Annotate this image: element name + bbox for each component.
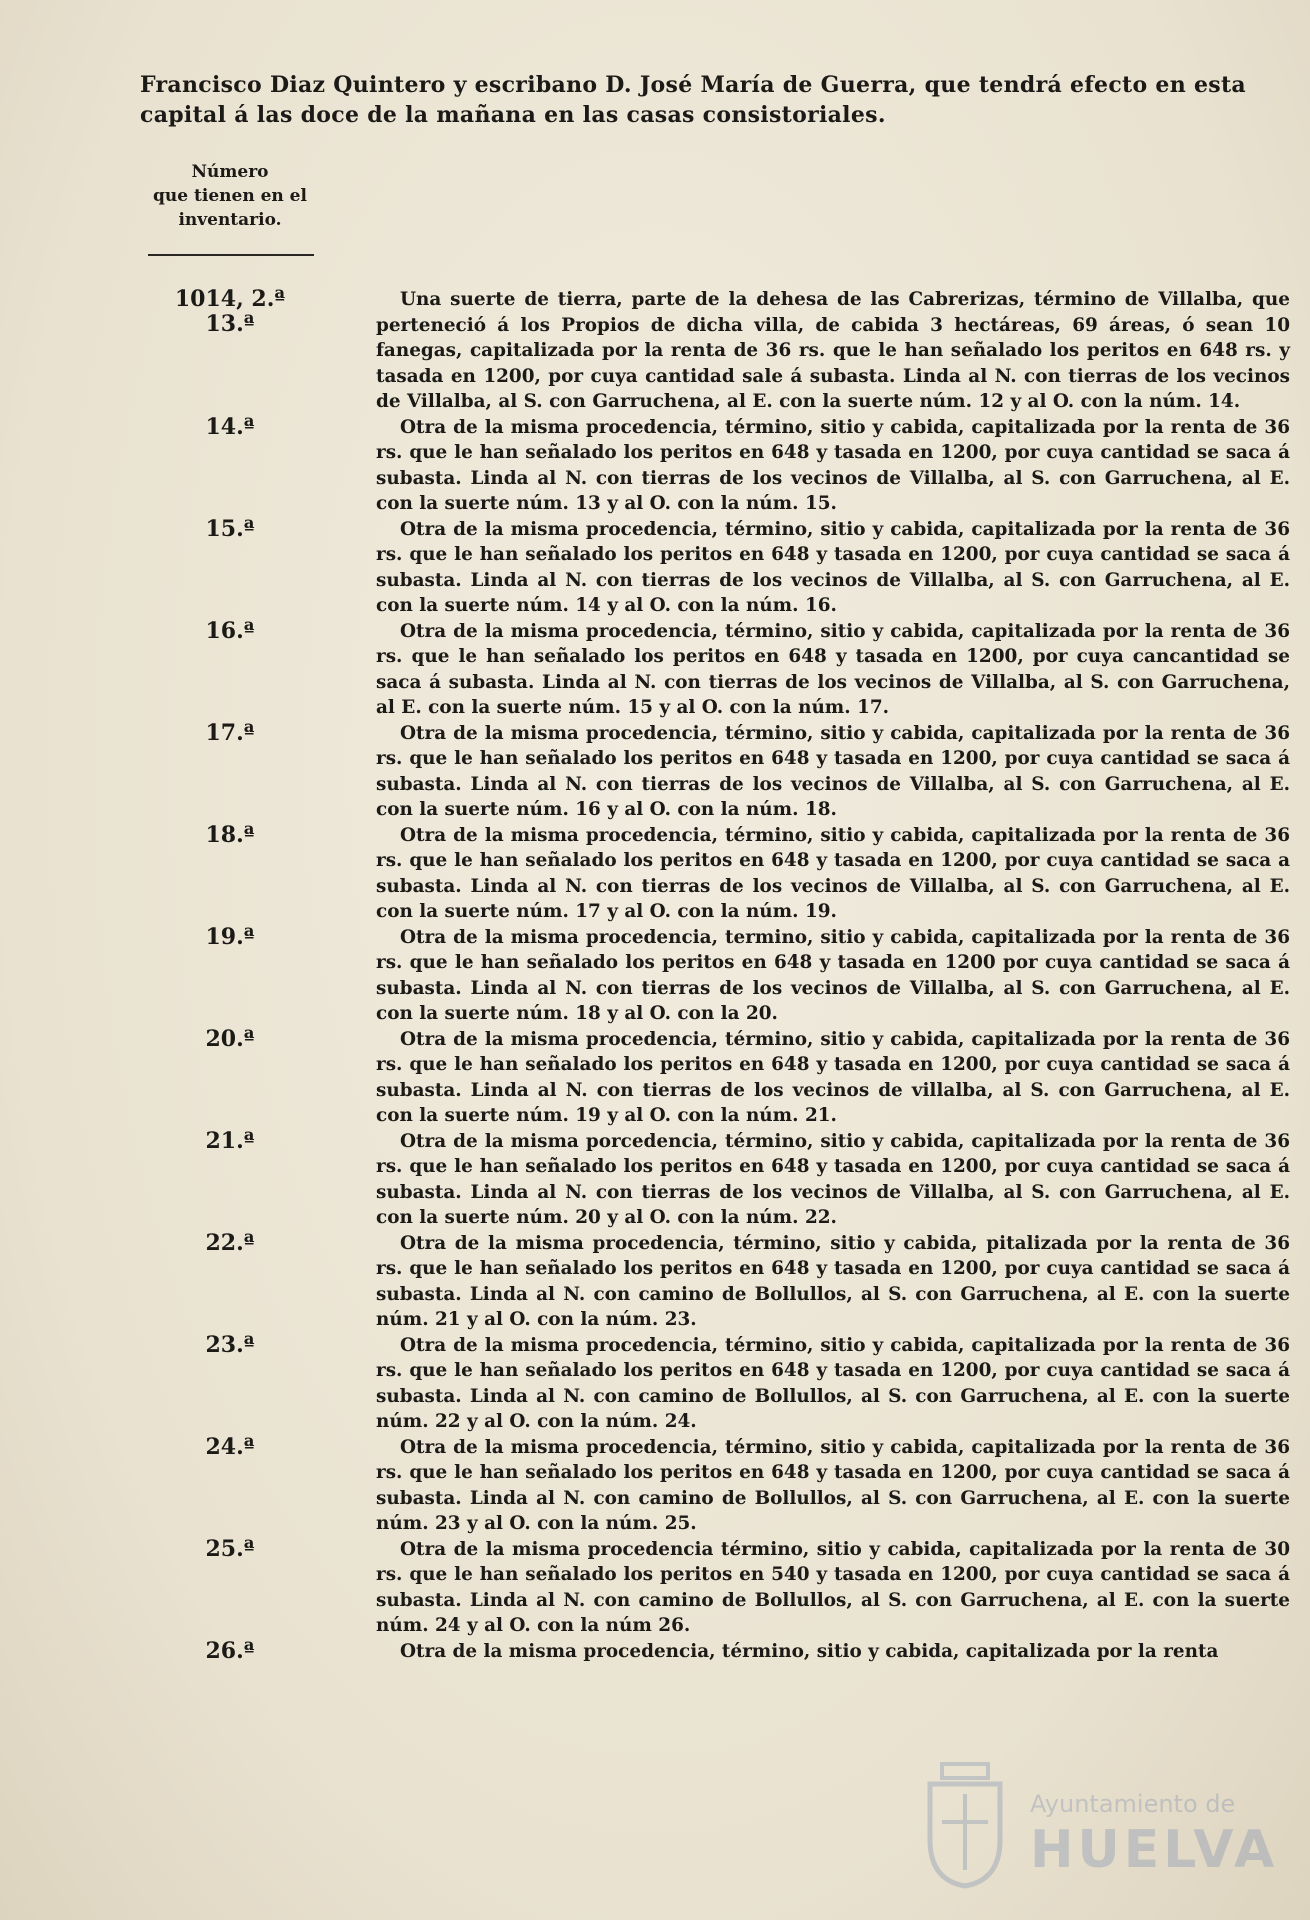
column-heading-rule — [148, 254, 314, 256]
entry-13 — [140, 287, 1290, 415]
entry-16 — [140, 619, 1290, 721]
entry-text: Otra de la misma procedencia, término, sitio y cabida, capitalizada por la renta de 36 rs. que le han señalado los peritos en 648 y tasada en 1200, por cuya cantidad se saca á subasta. Linda al N. con tierras de los vecinos de villalba, al S. con Garruchena, al E. con la suerte núm. 19 y al O. con la núm. 21. — [376, 1028, 1290, 1126]
entry-number: 14.ª — [205, 413, 255, 440]
entry-text: Otra de la misma porcedencia, término, sitio y cabida, capitalizada por la renta de 36 rs. que le han señalado los peritos en 648 y tasada en 1200, por cuya cantidad se saca á subasta. Linda al N. con tierras de los vecinos de Villalba, al S. con Garruchena, al E. con la suerte núm. 20 y al O. con la núm. 22. — [376, 1130, 1290, 1228]
entry-number: 26.ª — [205, 1637, 255, 1664]
entry-24 — [140, 1435, 1290, 1537]
watermark-line-2: HUELVA — [1030, 1820, 1279, 1880]
entry-17 — [140, 721, 1290, 823]
entry-number: 24.ª — [205, 1433, 255, 1460]
entry-number: 17.ª — [205, 719, 255, 746]
column-heading-line-3: inventario. — [178, 210, 282, 230]
entry-19 — [140, 925, 1290, 1027]
entry-20 — [140, 1027, 1290, 1129]
entry-21 — [140, 1129, 1290, 1231]
entry-text: Otra de la misma procedencia, termino, sitio y cabida, capitalizada por la renta de 36 rs. que le han señalado los peritos en 648 y tasada en 1200 por cuya cantidad se saca á subasta. Linda al N. con tierras de los vecinos de Villalba, al S. con Garruchena, al E. con la suerte núm. 18 y al O. con la 20. — [376, 926, 1290, 1024]
entry-number: 1014, 2.ª 13.ª — [174, 286, 286, 337]
entry-number: 22.ª — [205, 1229, 255, 1256]
column-heading — [140, 160, 320, 232]
entry-number: 25.ª — [205, 1535, 255, 1562]
entry-number: 15.ª — [205, 515, 255, 542]
watermark-line-1: Ayuntamiento de — [1030, 1790, 1236, 1818]
entry-text: Una suerte de tierra, parte de la dehesa de las Cabrerizas, término de Villalba, que perteneció á los Propios de dicha villa, de cabida 3 hectáreas, 69 áreas, ó sean 10 fanegas, capitalizada por la renta de 36 rs. que le han señalado los peritos en 648 rs. y tasada en 1200, por cuya cantidad sale á subasta. Linda al N. con tierras de los vecinos de Villalba, al S. con Garruchena, al E. con la suerte núm. 12 y al O. con la núm. 14. — [376, 289, 1290, 412]
archive-watermark — [920, 1760, 1279, 1900]
entry-text: Otra de la misma procedencia, término, sitio y cabida, capitalizada por la renta de 36 rs. que le han señalado los peritos en 648 y tasada en 1200, por cuya cantidad se saca á subasta. Linda al N. con camino de Bollullos, al S. con Garruchena, al E. con la suerte núm. 22 y al O. con la núm. 24. — [376, 1334, 1290, 1432]
entry-18 — [140, 823, 1290, 925]
entry-number: 23.ª — [205, 1331, 255, 1358]
entry-text: Otra de la misma procedencia, término, sitio y cabida, capitalizada por la renta de 36 rs. que le han señalado los peritos en 648 y tasada en 1200, por cuya cantidad se saca á subasta. Linda al N. con tierras de los vecinos de Villalba, al S. con Garruchena, al E. con la suerte núm. 16 y al O. con la núm. 18. — [376, 722, 1290, 820]
coat-of-arms-icon — [920, 1760, 1010, 1890]
entry-15 — [140, 517, 1290, 619]
entry-number: 16.ª — [205, 617, 255, 644]
entry-14 — [140, 415, 1290, 517]
column-heading-line-1: Número — [191, 162, 269, 182]
entry-25 — [140, 1537, 1290, 1639]
entry-text: Otra de la misma procedencia, término, sitio y cabida, pitalizada por la renta de 36 rs. que le han señalado los peritos en 648 y tasada en 1200, por cuya cantidad se saca á subasta. Linda al N. con camino de Bollullos, al S. con Garruchena, al E. con la suerte núm. 21 y al O. con la núm. 23. — [376, 1232, 1290, 1330]
entry-number: 19.ª — [205, 923, 255, 950]
entries-list — [140, 287, 1290, 1664]
entry-number: 21.ª — [205, 1127, 255, 1154]
entry-number: 18.ª — [205, 821, 255, 848]
entry-text: Otra de la misma procedencia, término, sitio y cabida, capitalizada por la renta — [400, 1640, 1219, 1662]
column-heading-line-2: que tienen en el — [153, 186, 307, 206]
header-text: Francisco Diaz Quintero y escribano D. José María de Guerra, que tendrá efecto en esta capital á las doce de la mañana en las casas consistoriales. — [140, 72, 1246, 128]
entry-22 — [140, 1231, 1290, 1333]
entry-text: Otra de la misma procedencia, término, sitio y cabida, capitalizada por la renta de 36 rs. que le han señalado los peritos en 648 y tasada en 1200, por cuya cantidad se saca a subasta. Linda al N. con tierras de los vecinos de Villalba, al S. con Garruchena, al E. con la suerte núm. 17 y al O. con la núm. 19. — [376, 824, 1290, 922]
entry-23 — [140, 1333, 1290, 1435]
entry-text: Otra de la misma procedencia término, sitio y cabida, capitalizada por la renta de 30 rs. que le han señalado los peritos en 540 y tasada en 1200, por cuya cantidad se saca á subasta. Linda al N. con camino de Bollullos, al S. con Garruchena, al E. con la suerte núm. 24 y al O. con la núm 26. — [376, 1538, 1290, 1636]
entry-number: 20.ª — [205, 1025, 255, 1052]
entry-text: Otra de la misma procedencia, término, sitio y cabida, capitalizada por la renta de 36 rs. que le han señalado los peritos en 648 y tasada en 1200, por cuya cantidad se saca á subasta. Linda al N. con camino de Bollullos, al S. con Garruchena, al E. con la suerte núm. 23 y al O. con la núm. 25. — [376, 1436, 1290, 1534]
entry-text: Otra de la misma procedencia, término, sitio y cabida, capitalizada por la renta de 36 rs. que le han señalado los peritos en 648 y tasada en 1200, por cuya cantidad se saca á subasta. Linda al N. con tierras de los vecinos de Villalba, al S. con Garruchena, al E. con la suerte núm. 14 y al O. con la núm. 16. — [376, 518, 1290, 616]
entry-text: Otra de la misma procedencia, término, sitio y cabida, capitalizada por la renta de 36 rs. que le han señalado los peritos en 648 y tasada en 1200, por cuya cancantidad se saca á subasta. Linda al N. con tierras de los vecinos de Villalba, al S. con Garruchena, al E. con la suerte núm. 15 y al O. con la núm. 17. — [376, 620, 1290, 718]
entry-text: Otra de la misma procedencia, término, sitio y cabida, capitalizada por la renta de 36 rs. que le han señalado los peritos en 648 y tasada en 1200, por cuya cantidad se saca á subasta. Linda al N. con tierras de los vecinos de Villalba, al S. con Garruchena, al E. con la suerte núm. 13 y al O. con la núm. 15. — [376, 416, 1290, 514]
entry-26 — [140, 1639, 1290, 1665]
